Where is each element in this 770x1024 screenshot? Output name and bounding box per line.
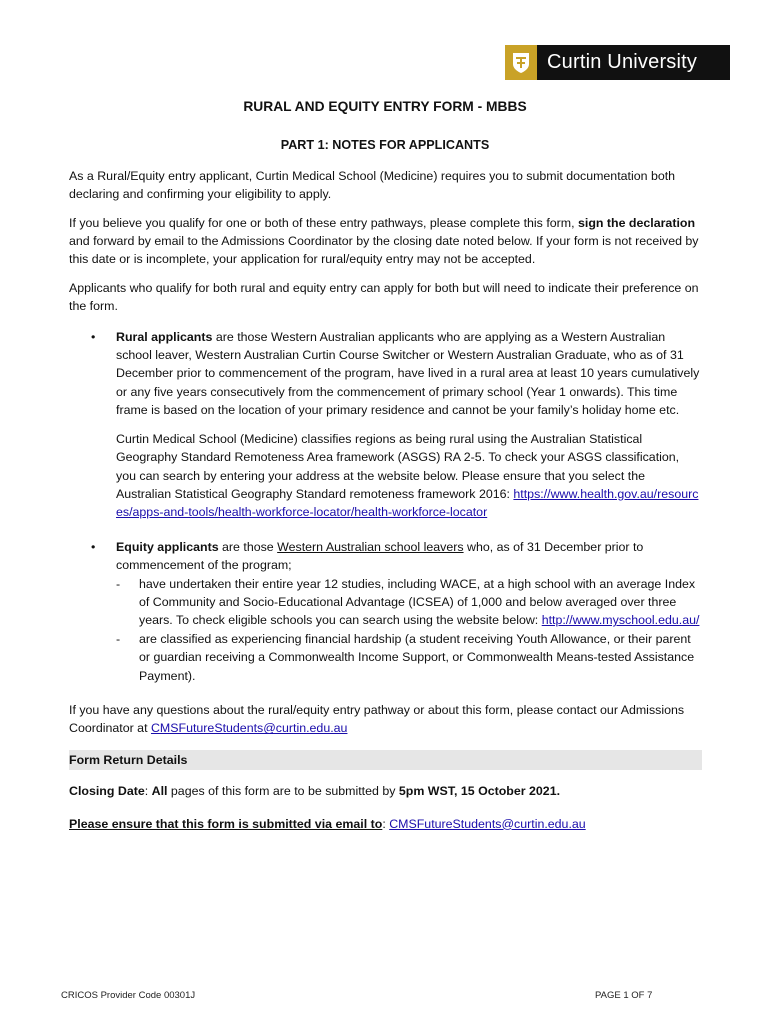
both-pathways-paragraph: Applicants who qualify for both rural and equity entry can apply for both but will need to indicate their preference on the form. <box>69 280 699 314</box>
equity-label: Equity applicants <box>116 539 219 554</box>
equity-applicants-item <box>69 538 701 685</box>
closing-date-label: Closing Date <box>69 784 145 799</box>
curtin-university-logo <box>505 45 730 80</box>
rural-text: are those Western Australian applicants who are applying as a Western Australian school leaver, Western Australian Curtin Course Switcher or Western Australian Graduate, who as of 31 December prior to commencement of the program, have lived in a rural area at least 10 years cumulatively or any five years consecutively from the commencement of primary school (Year 1 onwards). This time frame is based on the location of your primary residence and cannot be your family’s holiday home etc. <box>116 329 700 418</box>
submission-email-link[interactable]: CMSFutureStudents@curtin.edu.au <box>389 816 586 831</box>
applicant-types-list <box>69 328 701 685</box>
sign-declaration-emphasis: sign the declaration <box>577 215 696 230</box>
health-workforce-locator-link[interactable]: https://www.health.gov.au/resources/apps-and-tools/health-workforce-locator/health-workforce-locator <box>116 486 699 520</box>
instructions-paragraph <box>69 214 701 269</box>
deadline: 5pm WST, 15 October 2021. <box>398 784 561 799</box>
rural-applicants-item <box>69 328 701 522</box>
bullet-icon: • <box>91 329 96 344</box>
equity-criteria-list <box>116 575 701 685</box>
closing-date-line <box>69 782 701 800</box>
contact-text: If you have any questions about the rural/equity entry pathway or about this form, please contact our Admissions Coordinator at <box>69 702 685 736</box>
instructions-text: If you believe you qualify for one or both of these entry pathways, please complete this form, <box>69 215 578 230</box>
rural-label: Rural applicants <box>116 329 213 344</box>
document-body <box>69 98 701 843</box>
equity-text-end: who, as of 31 December prior to commencement of the program; <box>116 539 644 573</box>
contact-paragraph <box>69 701 701 738</box>
icsea-text: have undertaken their entire year 12 studies, including WACE, at a high school with an average Index of Community and Socio-Educational Advantage (ICSEA) of 1,000 and below averaged over three years. To check eligible schools you can search using the website below: <box>139 576 696 628</box>
equity-text: are those <box>218 539 278 554</box>
asgs-paragraph <box>116 430 701 522</box>
colon: : <box>382 816 390 831</box>
contact-email-link[interactable]: CMSFutureStudents@curtin.edu.au <box>150 721 348 736</box>
equity-criterion-hardship <box>116 630 701 685</box>
cricos-code: CRICOS Provider Code 00301J <box>61 990 196 1001</box>
intro-paragraph: As a Rural/Equity entry applicant, Curtin Medical School (Medicine) requires you to submit documentation both declaring and confirming your eligibility to apply. <box>69 168 676 202</box>
submission-instruction: Please ensure that this form is submitted via email to <box>69 816 383 831</box>
dash-icon: - <box>116 631 121 646</box>
instructions-text-end: and forward by email to the Admissions Coordinator by the closing date noted below. If your form is not received by this date or is incomplete, your application for rural/equity entry may not be accepted. <box>69 234 699 267</box>
equity-criterion-icsea <box>116 575 701 630</box>
crest-icon <box>505 45 537 80</box>
closing-text: pages of this form are to be submitted by <box>167 784 399 799</box>
page-title: RURAL AND EQUITY ENTRY FORM - MBBS <box>243 99 527 114</box>
asgs-text: Curtin Medical School (Medicine) classifies regions as being rural using the Australian Statistical Geography Standard Remoteness Area framework (ASGS) RA 2-5. To check your ASGS classification, you can search by entering your address at the website below. Please ensure that you select the Australian Statistical Geography Standard remoteness framework 2016: <box>116 431 680 501</box>
wa-school-leavers: Western Australian school leavers <box>277 539 464 554</box>
section-heading: PART 1: NOTES FOR APPLICANTS <box>280 138 490 153</box>
logo-text: Curtin University <box>547 51 698 73</box>
submission-line <box>69 815 701 833</box>
hardship-text: are classified as experiencing financial hardship (a student receiving Youth Allowance, or their parent or guardian receiving a Commonwealth Income Support, or Commonwealth Means-tested Assistance Payment). <box>139 631 695 683</box>
page-number: PAGE 1 OF 7 <box>595 990 653 1001</box>
rural-definition <box>116 328 701 420</box>
bullet-icon: • <box>91 539 96 554</box>
dash-icon: - <box>116 576 121 591</box>
myschool-link[interactable]: http://www.myschool.edu.au/ <box>541 613 700 628</box>
all-emphasis: All <box>151 784 168 799</box>
equity-definition <box>116 538 701 575</box>
colon: : <box>144 784 152 799</box>
form-return-details-heading: Form Return Details <box>69 750 702 770</box>
